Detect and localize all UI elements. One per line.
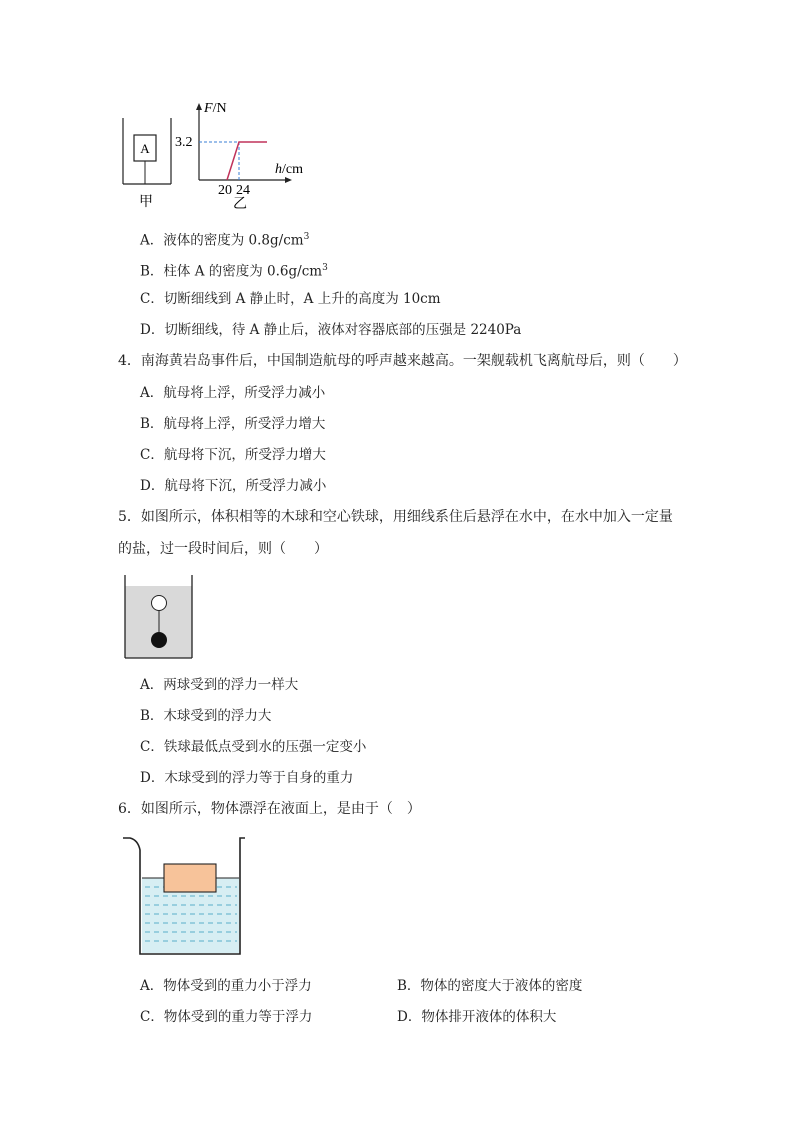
q6-figure: [118, 830, 248, 960]
container-jia: [123, 118, 171, 184]
q3-option-d: D．切断细线，待 A 静止后，液体对容器底部的压强是 2240Pa: [140, 322, 522, 338]
q5-figure: [120, 572, 200, 664]
q4-option-d: D．航母将下沉，所受浮力减小: [140, 478, 327, 494]
q6-stem: 6．如图所示，物体漂浮在液面上，是由于（ ）: [118, 801, 421, 817]
q4-option-c: C．航母将下沉，所受浮力增大: [140, 447, 326, 463]
wooden-ball: [152, 596, 167, 611]
q4-stem: 4．南海黄岩岛事件后，中国制造航母的呼声越来越高。一架舰载机飞离航母后，则（ ）: [118, 353, 687, 369]
q5-stem-line2: 的盐，过一段时间后，则（ ）: [118, 541, 328, 557]
q3-figure: [115, 100, 325, 215]
q6-option-d: D．物体排开液体的体积大: [397, 1009, 557, 1025]
caption-jia: 甲: [139, 195, 153, 210]
q5-option-c: C．铁球最低点受到水的压强一定变小: [140, 739, 367, 755]
q5-option-a: A．两球受到的浮力一样大: [140, 677, 299, 693]
floating-block: [164, 864, 216, 892]
q3-option-b: B．柱体 A 的密度为 $0.6g/cm^3$: [140, 263, 328, 280]
caption-yi: 乙: [233, 197, 247, 212]
q3-option-c: C．切断细线到 A 静止时，A 上升的高度为 10cm: [140, 291, 441, 307]
q4-option-a: A．航母将上浮，所受浮力减小: [140, 385, 326, 401]
q5-stem-line1: 5．如图所示，体积相等的木球和空心铁球，用细线系住后悬浮在水中，在水中加入一定量: [118, 509, 673, 525]
x-tick-20: 20: [218, 183, 232, 198]
q3-option-a: A．液体的密度为 $0.8g/cm^3$: [140, 232, 310, 249]
iron-ball: [151, 632, 167, 648]
force-curve: [227, 142, 267, 180]
q4-option-b: B．航母将上浮，所受浮力增大: [140, 416, 326, 432]
q6-option-b: B．物体的密度大于液体的密度: [397, 978, 583, 994]
q5-option-d: D．木球受到的浮力等于自身的重力: [140, 770, 354, 786]
q6-option-c: C．物体受到的重力等于浮力: [140, 1009, 313, 1025]
graph-yi: [175, 101, 303, 198]
block-a-label: A: [140, 141, 150, 156]
q6-option-a: A．物体受到的重力小于浮力: [140, 978, 312, 994]
x-axis-label: h/cm: [275, 162, 303, 177]
y-tick-3-2: 3.2: [175, 135, 193, 150]
y-axis-label: F/N: [204, 101, 227, 116]
q5-option-b: B．木球受到的浮力大: [140, 708, 272, 724]
x-tick-24: 24: [236, 183, 250, 198]
